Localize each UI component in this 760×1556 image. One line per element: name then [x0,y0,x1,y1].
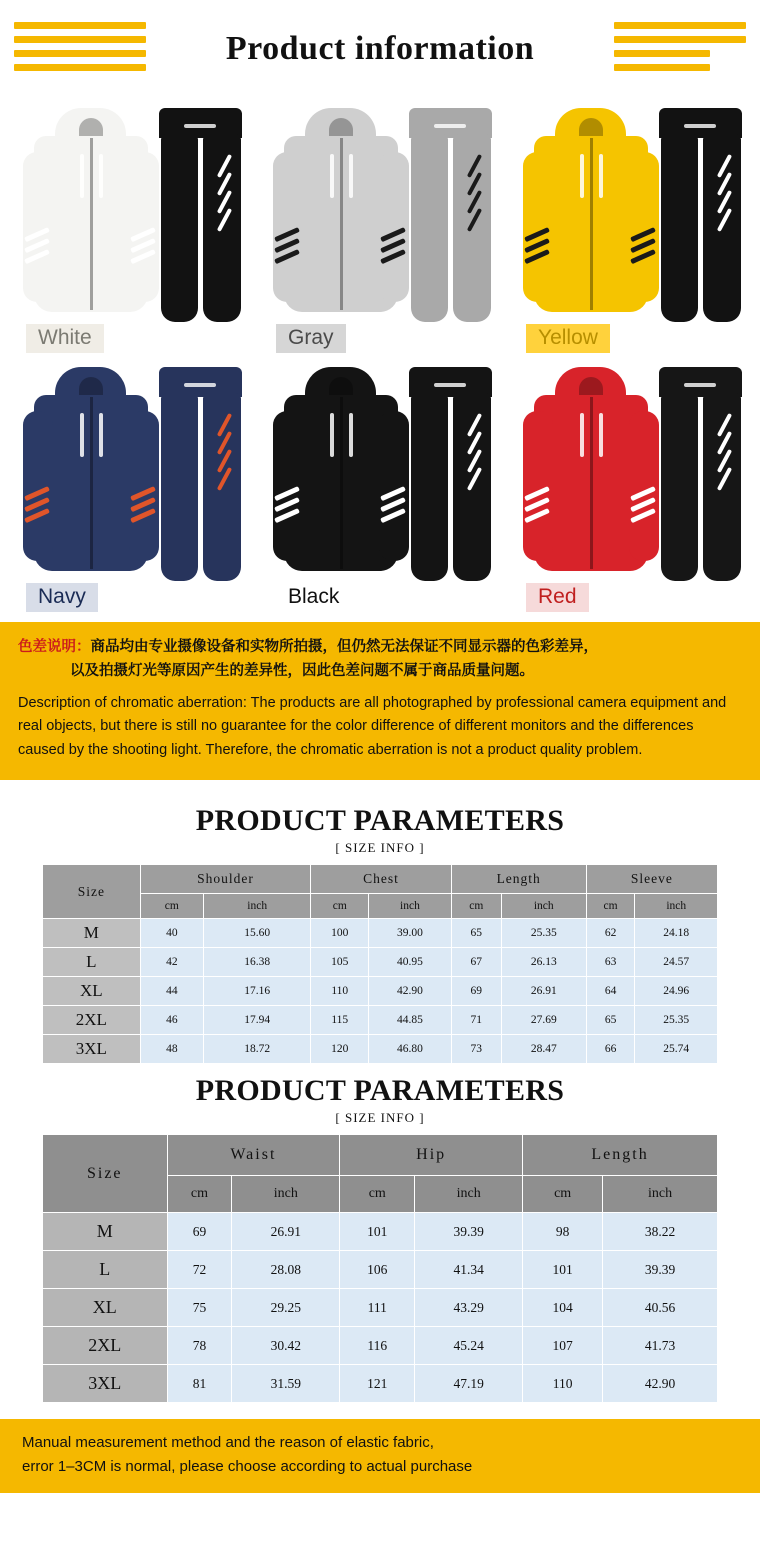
jacket-illustration [23,367,160,577]
table-value-cell: 66 [586,1035,635,1064]
jacket-left-sleeve [23,152,53,302]
table-value-cell: 27.69 [501,1006,586,1035]
table-group-header: Sleeve [586,865,717,894]
table-row [43,919,718,948]
jacket-illustration [523,367,660,577]
hood-drawcord [349,154,353,198]
header-stripes-left [14,22,146,71]
color-variant-white[interactable] [8,102,252,357]
jacket-illustration [273,367,410,577]
pants-drawcord [184,124,216,128]
table-value-cell: 121 [340,1365,415,1403]
table-unit-header: cm [311,894,369,919]
table-unit-header: inch [635,894,718,919]
sleeve-stripes [23,489,53,535]
table-value-cell: 45.24 [415,1327,523,1365]
page-title: Product information [225,30,535,67]
sleeve-stripes [129,230,159,276]
hood-drawcord [580,154,584,198]
table-value-cell: 73 [451,1035,501,1064]
pants-left-leg [161,393,198,581]
jacket-right-sleeve [129,152,159,302]
chromatic-note-cn-line1: 商品均由专业摄像设备和实物所拍摄，但仍然无法保证不同显示器的色彩差异， [90,639,598,655]
color-variant-grid [0,98,760,622]
sleeve-stripes [129,489,159,535]
hood-drawcord [349,413,353,457]
sleeve-stripes [379,489,409,535]
chromatic-note-cn [18,636,742,684]
table2-title: PRODUCT PARAMETERS [195,1074,565,1108]
table-value-cell: 81 [167,1365,232,1403]
table-group-header: Hip [340,1135,523,1176]
pants-illustration [409,367,492,582]
table-value-cell: 104 [523,1289,603,1327]
table-value-cell: 26.13 [501,948,586,977]
table-group-header: Length [451,865,586,894]
color-label: Yellow [526,324,610,353]
color-variant-navy[interactable] [8,361,252,616]
table-value-cell: 17.16 [204,977,311,1006]
table-group-header: Length [523,1135,718,1176]
pants-left-leg [661,393,698,581]
pants-left-leg [411,393,448,581]
hood-drawcord [330,154,334,198]
color-variant-photo [258,361,502,589]
pants-stripes [712,148,737,268]
hood-drawcord [599,154,603,198]
pants-left-leg [661,134,698,322]
table-value-cell: 30.42 [232,1327,340,1365]
table1-subtitle: [ SIZE INFO ] [335,840,425,856]
table-value-cell: 40 [140,919,203,948]
color-label: Black [276,583,351,612]
table-corner-cell: Size [43,865,141,919]
table-size-cell: XL [43,1289,168,1327]
pants-left-leg [161,134,198,322]
table-group-header: Chest [311,865,451,894]
table-unit-header: cm [451,894,501,919]
table-value-cell: 42.90 [603,1365,718,1403]
table-value-cell: 98 [523,1213,603,1251]
table-value-cell: 26.91 [501,977,586,1006]
jacket-left-sleeve [23,411,53,561]
table-value-cell: 31.59 [232,1365,340,1403]
pants-illustration [409,108,492,323]
measurement-note [0,1419,760,1493]
table-value-cell: 24.96 [635,977,718,1006]
jacket-right-sleeve [379,411,409,561]
sleeve-stripes [629,489,659,535]
table-row [43,1327,718,1365]
stripe-bar [614,22,746,29]
table-group-header: Waist [167,1135,340,1176]
table-value-cell: 72 [167,1251,232,1289]
table-size-cell: L [43,948,141,977]
table-value-cell: 24.57 [635,948,718,977]
color-variant-black[interactable] [258,361,502,616]
color-variant-photo [8,361,252,589]
table-value-cell: 24.18 [635,919,718,948]
pants-stripes [212,148,237,268]
table1-title: PRODUCT PARAMETERS [195,804,565,838]
table-unit-header: inch [415,1176,523,1213]
table-unit-header: inch [603,1176,718,1213]
pants-illustration [659,108,742,323]
table-value-cell: 39.39 [603,1251,718,1289]
table-unit-header: cm [586,894,635,919]
table-value-cell: 110 [311,977,369,1006]
sleeve-stripes [523,230,553,276]
table-size-cell: 3XL [43,1365,168,1403]
stripe-bar [14,22,146,29]
table-value-cell: 18.72 [204,1035,311,1064]
color-variant-red[interactable] [508,361,752,616]
jacket-zipper [90,138,93,310]
table-unit-header: inch [232,1176,340,1213]
table-value-cell: 39.39 [415,1213,523,1251]
table-value-cell: 43.29 [415,1289,523,1327]
pants-illustration [159,108,242,323]
chromatic-aberration-note [0,622,760,780]
jacket-left-sleeve [273,411,303,561]
table-value-cell: 39.00 [369,919,452,948]
hood-drawcord [330,413,334,457]
table-value-cell: 69 [451,977,501,1006]
table-value-cell: 44.85 [369,1006,452,1035]
table-value-cell: 106 [340,1251,415,1289]
table-unit-header: cm [140,894,203,919]
pants-illustration [159,367,242,582]
pants-drawcord [684,124,716,128]
table-value-cell: 46.80 [369,1035,452,1064]
product-parameters [0,780,760,1409]
table-size-cell: 2XL [43,1006,141,1035]
pants-drawcord [434,124,466,128]
stripe-bar [14,50,146,57]
hood-drawcord [599,413,603,457]
table-size-cell: XL [43,977,141,1006]
table-unit-header: cm [340,1176,415,1213]
pants-drawcord [184,383,216,387]
table-unit-header: inch [369,894,452,919]
color-variant-photo [508,102,752,330]
table-value-cell: 42 [140,948,203,977]
table-value-cell: 26.91 [232,1213,340,1251]
table-row [43,1289,718,1327]
table-row [43,1213,718,1251]
table-value-cell: 116 [340,1327,415,1365]
sleeve-stripes [379,230,409,276]
table-row [43,977,718,1006]
table-value-cell: 105 [311,948,369,977]
table-value-cell: 65 [586,1006,635,1035]
pants-illustration [659,367,742,582]
table-unit-header: cm [523,1176,603,1213]
color-variant-photo [258,102,502,330]
jacket-right-sleeve [629,152,659,302]
table-unit-header: inch [204,894,311,919]
header-stripes-right [614,22,746,71]
table-value-cell: 28.08 [232,1251,340,1289]
table-group-header: Shoulder [140,865,311,894]
table-value-cell: 17.94 [204,1006,311,1035]
table-value-cell: 40.95 [369,948,452,977]
table-header-row [43,1135,718,1176]
sleeve-stripes [629,230,659,276]
table-value-cell: 46 [140,1006,203,1035]
table-size-cell: 2XL [43,1327,168,1365]
sleeve-stripes [273,489,303,535]
jacket-zipper [340,397,343,569]
table-unit-row [43,894,718,919]
table-value-cell: 111 [340,1289,415,1327]
table-value-cell: 25.35 [501,919,586,948]
jacket-right-sleeve [379,152,409,302]
table-value-cell: 62 [586,919,635,948]
stripe-bar [614,64,710,71]
measurement-note-line1: Manual measurement method and the reason of elastic fabric, [22,1434,434,1452]
jacket-left-sleeve [523,152,553,302]
table2-subtitle: [ SIZE INFO ] [335,1110,425,1126]
table-value-cell: 101 [523,1251,603,1289]
table-value-cell: 38.22 [603,1213,718,1251]
color-label: Gray [276,324,346,353]
table-value-cell: 25.74 [635,1035,718,1064]
color-variant-photo [508,361,752,589]
table-value-cell: 64 [586,977,635,1006]
hood-drawcord [80,154,84,198]
table-value-cell: 75 [167,1289,232,1327]
pants-left-leg [411,134,448,322]
table-value-cell: 101 [340,1213,415,1251]
table-value-cell: 71 [451,1006,501,1035]
sleeve-stripes [23,230,53,276]
jacket-left-sleeve [273,152,303,302]
chromatic-note-en: Description of chromatic aberration: The products are all photographed by professional camera equipment and real objects, but there is still no guarantee for the color difference of different monitors and the differences caused by the shooting light. Therefore, the chromatic aberration is not a product quality problem. [18,694,727,758]
color-label: White [26,324,104,353]
hood-drawcord [580,413,584,457]
table-row [43,1006,718,1035]
pants-drawcord [684,383,716,387]
stripe-bar [614,50,710,57]
jacket-zipper [340,138,343,310]
chromatic-note-cn-line2: 以及拍摄灯光等原因产生的差异性，因此色差问题不属于商品质量问题。 [70,662,534,679]
table-value-cell: 41.34 [415,1251,523,1289]
table-value-cell: 115 [311,1006,369,1035]
color-label: Red [526,583,589,612]
table-value-cell: 78 [167,1327,232,1365]
table-header-row [43,865,718,894]
table-value-cell: 28.47 [501,1035,586,1064]
stripe-bar [14,64,146,71]
jacket-illustration [273,108,410,318]
jacket-zipper [90,397,93,569]
table-size-cell: 3XL [43,1035,141,1064]
pants-stripes [212,407,237,527]
jacket-illustration [523,108,660,318]
size-table-top [42,864,718,1064]
pants-drawcord [434,383,466,387]
stripe-bar [614,36,746,43]
hood-drawcord [80,413,84,457]
table-value-cell: 25.35 [635,1006,718,1035]
table-unit-header: inch [501,894,586,919]
color-variant-yellow[interactable] [508,102,752,357]
table-value-cell: 48 [140,1035,203,1064]
table-value-cell: 40.56 [603,1289,718,1327]
page-header [0,0,760,98]
table-value-cell: 29.25 [232,1289,340,1327]
table-value-cell: 100 [311,919,369,948]
table-value-cell: 15.60 [204,919,311,948]
table-value-cell: 65 [451,919,501,948]
table-value-cell: 107 [523,1327,603,1365]
jacket-zipper [590,397,593,569]
table-size-cell: M [43,1213,168,1251]
table-value-cell: 42.90 [369,977,452,1006]
table-value-cell: 69 [167,1213,232,1251]
table-value-cell: 44 [140,977,203,1006]
table-row [43,1365,718,1403]
jacket-illustration [23,108,160,318]
pants-stripes [712,407,737,527]
pants-stripes [462,407,487,527]
jacket-left-sleeve [523,411,553,561]
table-value-cell: 120 [311,1035,369,1064]
color-label: Navy [26,583,98,612]
jacket-right-sleeve [629,411,659,561]
color-variant-photo [8,102,252,330]
table-value-cell: 63 [586,948,635,977]
hood-drawcord [99,413,103,457]
table-size-cell: L [43,1251,168,1289]
hood-drawcord [99,154,103,198]
table-row [43,1035,718,1064]
table-value-cell: 110 [523,1365,603,1403]
color-variant-gray[interactable] [258,102,502,357]
table-unit-header: cm [167,1176,232,1213]
chromatic-note-cn-prefix: 色差说明： [18,639,91,655]
table-value-cell: 47.19 [415,1365,523,1403]
table-row [43,948,718,977]
table-value-cell: 67 [451,948,501,977]
jacket-right-sleeve [129,411,159,561]
measurement-note-line2: error 1–3CM is normal, please choose according to actual purchase [22,1458,473,1476]
table-corner-cell: Size [43,1135,168,1213]
sleeve-stripes [523,489,553,535]
pants-stripes [462,148,487,268]
table-size-cell: M [43,919,141,948]
jacket-zipper [590,138,593,310]
table-value-cell: 16.38 [204,948,311,977]
table-row [43,1251,718,1289]
stripe-bar [14,36,146,43]
table-value-cell: 41.73 [603,1327,718,1365]
size-table-bottom [42,1134,718,1403]
sleeve-stripes [273,230,303,276]
